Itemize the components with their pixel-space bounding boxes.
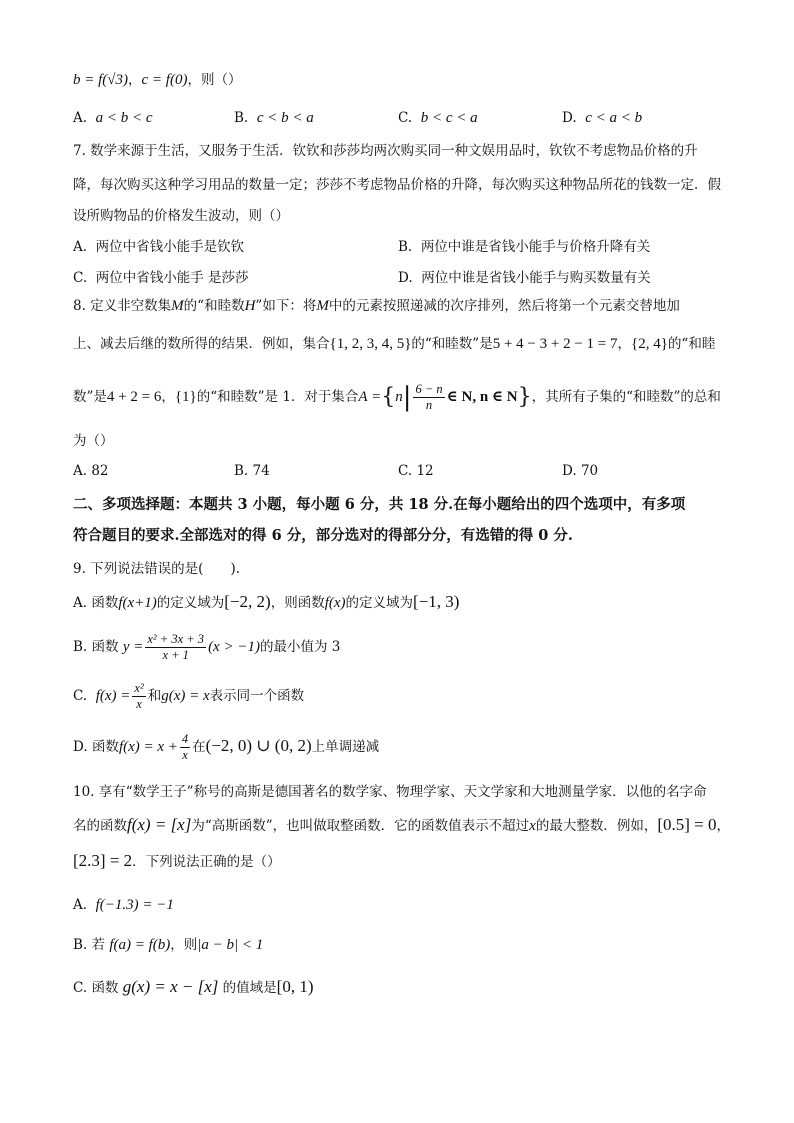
q8-text: 中的元素按照递减的次序排列，然后将第一个元素交替地加 — [328, 298, 680, 314]
option-expression: c < b < a — [256, 110, 314, 126]
q7-option-a[interactable] — [73, 235, 244, 255]
q8-text: 的“和睦 — [667, 336, 716, 352]
option-expression: g(x) = x — [161, 688, 210, 704]
q8-example-set-1: {1, 2, 3, 4, 5} — [329, 336, 412, 352]
q9-d-fraction — [180, 732, 190, 763]
option-text: 若 — [91, 937, 106, 953]
option-key: A. — [73, 239, 88, 255]
q10-example-1: [0.5] = 0 — [657, 815, 717, 834]
option-text: 70 — [580, 463, 599, 479]
option-text: 表示同一个函数 — [209, 688, 305, 704]
q8-set-a-var: n — [395, 389, 403, 405]
option-key: C. — [73, 270, 88, 286]
option-expression: f(x) = — [95, 688, 131, 704]
fraction-denominator: x — [182, 748, 188, 762]
q10-text: 为“高斯函数”，也叫做取整函数．它的函数值表示不超过 — [191, 818, 530, 834]
q10-text: 的最大整数．例如， — [535, 818, 658, 834]
q8-text: ，其所有子集的“和睦数”的总和 — [531, 389, 721, 405]
option-text: 12 — [416, 463, 434, 479]
q8-option-d[interactable] — [562, 463, 598, 479]
q8-harmony-symbol: H — [244, 298, 256, 314]
option-expression: [0, 1) — [276, 977, 314, 996]
option-expression: a < b < c — [95, 110, 153, 126]
q8-text: ， — [161, 389, 175, 405]
option-key: C. — [73, 688, 88, 704]
q8-option-a[interactable] — [73, 463, 109, 479]
q8-example-calc-1: 5 + 4 − 3 + 2 − 1 = 7 — [492, 336, 618, 352]
option-key: B. — [398, 239, 413, 255]
q8-set-symbol: M — [171, 298, 184, 314]
option-expression: f(x) — [324, 595, 346, 611]
option-key: D. — [562, 463, 577, 479]
q8-example-set-2: {2, 4} — [631, 336, 668, 352]
q10-gauss-function: f(x) = [x] — [127, 815, 192, 834]
option-text: 上单调递减 — [311, 739, 380, 755]
fraction-denominator: x + 1 — [162, 648, 189, 662]
option-text: 82 — [91, 463, 109, 479]
q8-text: 上、减去后继的数所得的结果．例如，集合 — [73, 336, 330, 352]
q6-c-expression: c = f(0) — [141, 72, 188, 88]
option-text: 函数 — [91, 595, 119, 611]
q8-text: ”如下：将 — [255, 298, 317, 314]
q7-stem-line-1: 7. 数学来源于生活，又服务于生活．钦钦和莎莎均两次购买同一种文娱用品时，钦钦不考虑物品价格的升 — [73, 143, 698, 159]
q8-text: 的“和睦数”是 1．对于集合 — [196, 389, 359, 405]
q8-example-calc-2: 4 + 2 = 6 — [106, 389, 162, 405]
q7-option-b[interactable] — [398, 235, 650, 255]
option-expression: [−2, 2) — [224, 592, 271, 611]
q8-example-set-3: {1} — [174, 389, 197, 405]
fraction-numerator: 4 — [181, 732, 189, 746]
q8-fraction — [413, 382, 444, 413]
option-expression: f(a) = f(b) — [109, 937, 171, 953]
q8-text: 的“和睦数”是 — [411, 336, 493, 352]
q6-option-d[interactable] — [562, 110, 642, 127]
section-2-heading-line-1: 二、多项选择题：本题共 3 小题，每小题 6 分，共 18 分.在每小题给出的四个选项中，有多项 — [73, 496, 686, 513]
q10-option-a[interactable] — [73, 895, 174, 915]
option-text: 和 — [147, 688, 162, 704]
option-expression: |a − b| < 1 — [197, 937, 264, 953]
option-text: 两位中省钱小能手 是莎莎 — [95, 270, 249, 286]
q9-option-a[interactable] — [73, 592, 459, 613]
option-key: A. — [73, 110, 88, 126]
q8-text: 8. 定义非空数集 — [73, 298, 172, 314]
option-key: B. — [73, 937, 88, 953]
fraction-numerator: x² + 3x + 3 — [147, 632, 205, 646]
q8-option-c[interactable] — [398, 463, 434, 479]
q7-option-d[interactable] — [398, 266, 651, 286]
option-key: B. — [234, 463, 249, 479]
q8-text: 数”是 — [73, 389, 107, 405]
option-key: A. — [73, 897, 88, 913]
option-key: D. — [73, 739, 88, 755]
q10-option-b[interactable] — [73, 935, 263, 955]
q10-stem-line-3 — [73, 851, 281, 872]
q6-option-b[interactable] — [234, 110, 314, 127]
q9-b-fraction — [145, 632, 206, 663]
option-text: 74 — [252, 463, 270, 479]
option-text: ，则 — [170, 937, 198, 953]
q10-stem-line-1: 10. 享有“数学王子”称号的高斯是德国著名的数学家、物理学家、天文学家和大地测量学家．以他的名字命 — [73, 784, 707, 800]
option-text: 的值域是 — [222, 980, 277, 996]
q10-variable: x — [529, 818, 536, 834]
q6-separator: ， — [128, 72, 142, 88]
option-text: 的最小值为 3 — [259, 639, 341, 655]
q8-option-b[interactable] — [234, 463, 270, 479]
section-2-heading-line-2: 符合题目的要求.全部选对的得 6 分，部分选对的得部分分，有选错的得 0 分. — [73, 527, 573, 544]
set-brace-left: { — [381, 384, 396, 410]
q9-option-c[interactable] — [73, 679, 304, 713]
q8-text: 的“和睦数 — [183, 298, 245, 314]
q6-question-tail: ，则（） — [187, 72, 242, 88]
q8-set-a-condition: ∈ N, n ∈ N — [446, 389, 518, 405]
q7-option-c[interactable] — [73, 266, 249, 286]
q8-set-symbol: M — [316, 298, 329, 314]
fraction-denominator: n — [425, 398, 433, 412]
q7-stem-line-2: 降，每次购买这种学习用品的数量一定；莎莎不考虑物品价格的升降，每次购买这种物品所花的钱数一定．假 — [73, 177, 721, 193]
q8-stem-line-1 — [73, 296, 680, 316]
fraction-numerator: x² — [134, 681, 144, 695]
fraction-denominator: x — [136, 697, 142, 711]
option-text: 两位中谁是省钱小能手与购买数量有关 — [421, 270, 651, 286]
option-text: 函数 — [91, 739, 119, 755]
q10-example-2: [2.3] = 2 — [73, 851, 133, 870]
option-text: 的定义域为 — [156, 595, 225, 611]
option-text: 两位中谁是省钱小能手与价格升降有关 — [420, 239, 651, 255]
q10-stem-line-2 — [73, 815, 730, 836]
q8-stem-line-2 — [73, 334, 715, 354]
q9-option-b[interactable] — [73, 630, 340, 664]
option-key: A. — [73, 595, 88, 611]
option-key: B. — [234, 110, 249, 126]
option-key: C. — [73, 980, 88, 996]
option-expression: y = — [122, 639, 144, 655]
fraction-numerator: 6 − n — [415, 382, 443, 396]
option-text: 函数 — [91, 980, 119, 996]
option-expression: [−1, 3) — [413, 592, 460, 611]
q8-text: ， — [617, 336, 632, 352]
option-key: D. — [398, 270, 413, 286]
q10-text: ．下列说法正确的是（） — [132, 854, 281, 870]
q10-option-c[interactable] — [73, 977, 314, 998]
set-bar: | — [402, 382, 412, 413]
option-key: A. — [73, 463, 88, 479]
set-brace-right: } — [517, 384, 532, 410]
q10-text: ， — [716, 818, 730, 834]
q7-stem-line-3: 设所购物品的价格发生波动，则（） — [73, 208, 289, 224]
option-text: 函数 — [91, 639, 119, 655]
option-text: ，则函数 — [270, 595, 325, 611]
option-key: D. — [562, 110, 577, 126]
q10-text: 名的函数 — [73, 818, 127, 834]
q9-c-fraction — [132, 681, 145, 712]
option-condition: (x > −1) — [208, 639, 260, 655]
q8-stem-line-4: 为（） — [73, 433, 114, 449]
q6-b-expression: b = f(√3) — [73, 72, 129, 88]
q6-conditions-line — [73, 70, 241, 90]
q9-stem: 9. 下列说法错误的是( ). — [73, 561, 240, 577]
option-text: 两位中省钱小能手是钦钦 — [95, 239, 245, 255]
option-expression: f(−1.3) = −1 — [95, 897, 174, 913]
option-expression: c < a < b — [585, 110, 643, 126]
option-key: C. — [398, 463, 413, 479]
option-expression: b < c < a — [420, 110, 478, 126]
option-text: 的定义域为 — [345, 595, 414, 611]
option-key: C. — [398, 110, 413, 126]
option-text: 在 — [192, 739, 206, 755]
option-expression: f(x) = x + — [118, 739, 178, 755]
option-expression: (−2, 0) ∪ (0, 2) — [205, 736, 312, 755]
option-expression: g(x) = x − [x] — [122, 977, 219, 996]
option-key: B. — [73, 639, 88, 655]
q8-set-a-label: A = — [358, 389, 382, 405]
q6-option-c[interactable] — [398, 110, 478, 127]
q9-option-d[interactable] — [73, 729, 379, 764]
q6-option-a[interactable] — [73, 110, 153, 127]
option-expression: f(x+1) — [118, 595, 157, 611]
q8-stem-line-3 — [73, 380, 721, 415]
